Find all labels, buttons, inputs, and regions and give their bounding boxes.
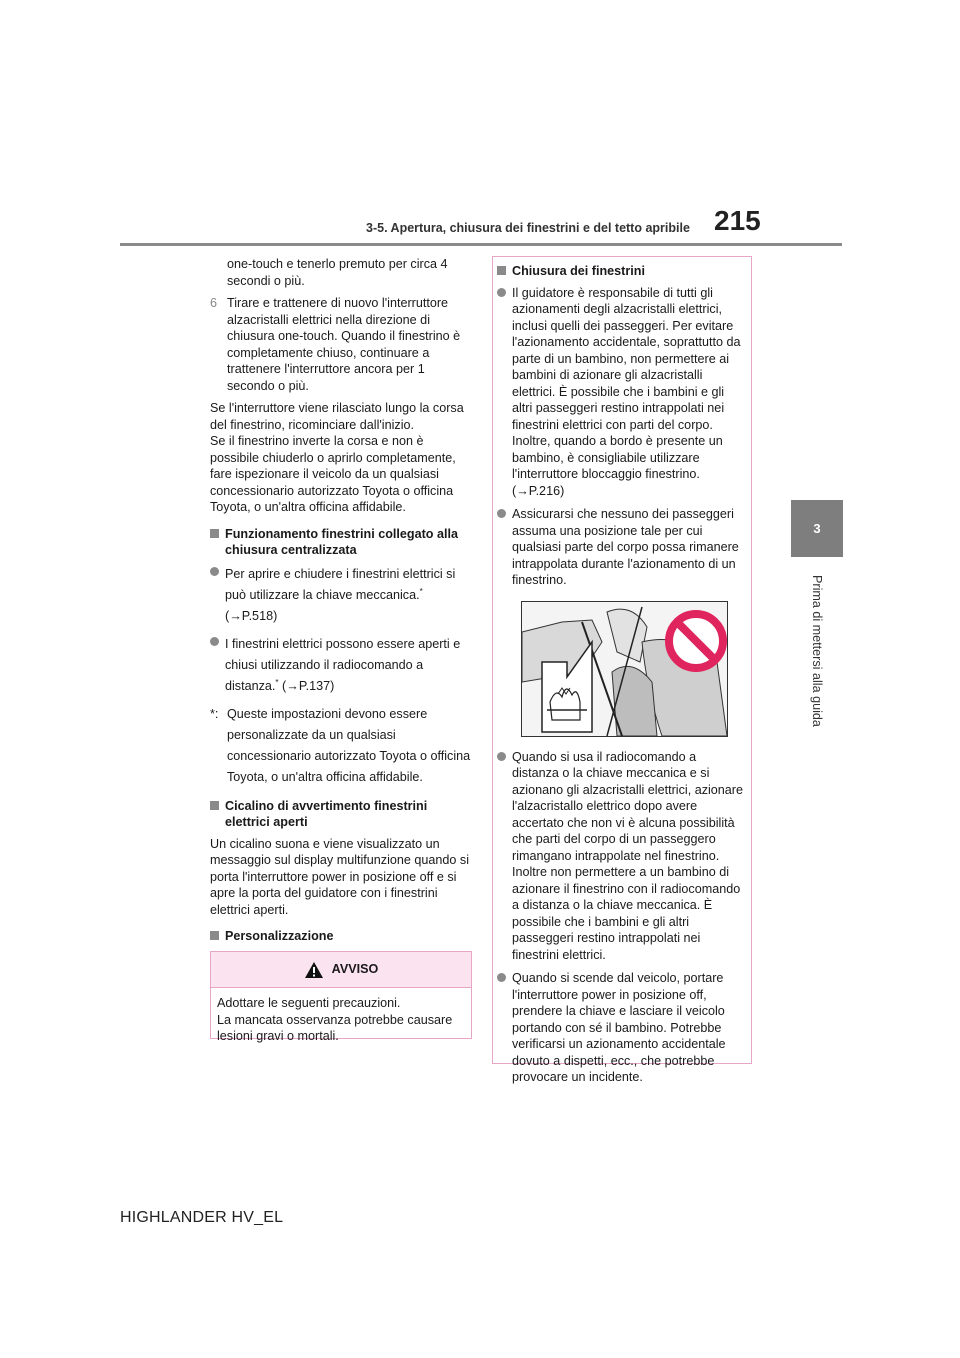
square-bullet-icon [210,931,219,940]
section-heading: Personalizzazione [210,928,472,945]
warning-box [210,951,472,1043]
continued-text: one-touch e tenerlo premuto per circa 4 secondi o più. [227,257,448,288]
circle-bullet-icon [497,973,506,982]
paragraph: Un cicalino suona e viene visualizzato un messaggio sul display multifunzione quando si porta l'interruttore power in posizione off e si apre la porta del guidatore con i finestrini elettrici aperti. [210,836,470,917]
section-heading: Cicalino di avvertimento finestrini elettrici aperti [210,798,472,831]
section-heading: Chiusura dei finestrini [497,263,745,280]
circle-bullet-icon [497,288,506,297]
page-reference-link[interactable]: (→P.137) [282,678,335,693]
warning-text: La mancata osservanza potrebbe causare lesioni gravi o mortali. [217,1012,453,1043]
step-text: Tirare e trattenere di nuovo l'interruttore alzacristalli elettrici nella direzione di chiusura one-touch. Quando il finestrino è completamente chiuso, continuare a trattenere l'interruttore ancora per 1 secondo o più. [227,296,461,393]
window-closing-box [492,256,752,1084]
warning-text: Adottare le seguenti precauzioni. [217,996,401,1010]
circle-bullet-icon [210,637,219,646]
step-6 [210,295,472,394]
page-reference-link[interactable]: (→P.518) [225,608,278,623]
chapter-label: Prima di mettersi alla guida [810,575,824,727]
footnote: *: Queste impostazioni devono essere personalizzate da un qualsiasi concessionario autorizzato Toyota o officina Toyota, o un'altra officina affidabile. [210,706,471,784]
list-item: Il guidatore è responsabile di tutti gli azionamenti degli alzacristalli elettrici, inclusi quelli dei passeggeri. Per evitare l'azionamento accidentale, soprattutto da parte di un bambino, non permettere ai bambini di azionare gli alzacristalli elettrici. È possibile che i bambini e gli altri passeggeri restino intrappolati nei finestrini elettrici con parti del corpo. Inoltre, quando a bordo è presente un bambino, è consigliabile utilizzare l'interruttore bloccaggio finestrino. (→P.216) [497,285,745,500]
square-bullet-icon [210,801,219,810]
chapter-tab: 3 [791,500,843,557]
paragraph: Se il finestrino inverte la corsa e non è possibile chiuderlo o aprirlo completamente, fare ispezionare il veicolo da un qualsiasi concessionario autorizzato Toyota o officina Toyota, o un'altra officina affidabile. [210,434,456,514]
warning-header: AVVISO [211,952,471,988]
list-item: Quando si usa il radiocomando a distanza o la chiave meccanica e si azionano gli alzacristalli elettrici, azionare l'alzacristallo elettrico dopo avere accertato che non vi è alcuna possibilità che parti del corpo di un passeggero rimangano intrappolate nel finestrino. Inoltre non permettere a un bambino di azionare il finestrino con il radiocomando a distanza o la chiave meccanica. È possibile che i bambini e gli altri passeggeri restino intrappolati nei finestrini elettrici. [497,749,745,964]
step-number: 6 [210,296,218,310]
window-hazard-illustration [521,601,728,737]
list-item: Assicurarsi che nessuno dei passeggeri assuma una posizione tale per cui qualsiasi parte del corpo possa rimanere intrappolata durante l'azionamento di un finestrino. [497,506,745,589]
header-rule [120,243,842,246]
list-item: I finestrini elettrici possono essere aperti e chiusi utilizzando il radiocomando a distanza.* (→P.137) [210,634,472,697]
circle-bullet-icon [210,567,219,576]
warning-icon [304,961,324,979]
left-column [210,256,472,989]
circle-bullet-icon [497,509,506,518]
section-heading: Funzionamento finestrini collegato alla chiusura centralizzata [210,526,472,559]
page-number: 215 [714,205,761,236]
list-item: Quando si scende dal veicolo, portare l'interruttore power in posizione off, prendere la chiave e lasciare il veicolo portando con sé il bambino. Potrebbe verificarsi un azionamento accidentale dovuto a dispetti, ecc., che potrebbe provocare un incidente. [497,970,745,1086]
square-bullet-icon [497,266,506,275]
list-item: Per aprire e chiudere i finestrini elettrici si può utilizzare la chiave meccanica.* (→P.518) [210,564,472,627]
section-title: 3-5. Apertura, chiusura dei finestrini e del tetto apribile [366,221,690,235]
square-bullet-icon [210,529,219,538]
footer-model: HIGHLANDER HV_EL [120,1209,284,1226]
circle-bullet-icon [497,752,506,761]
paragraph: Se l'interruttore viene rilasciato lungo la corsa del finestrino, ricominciare dall'inizio. [210,401,464,432]
